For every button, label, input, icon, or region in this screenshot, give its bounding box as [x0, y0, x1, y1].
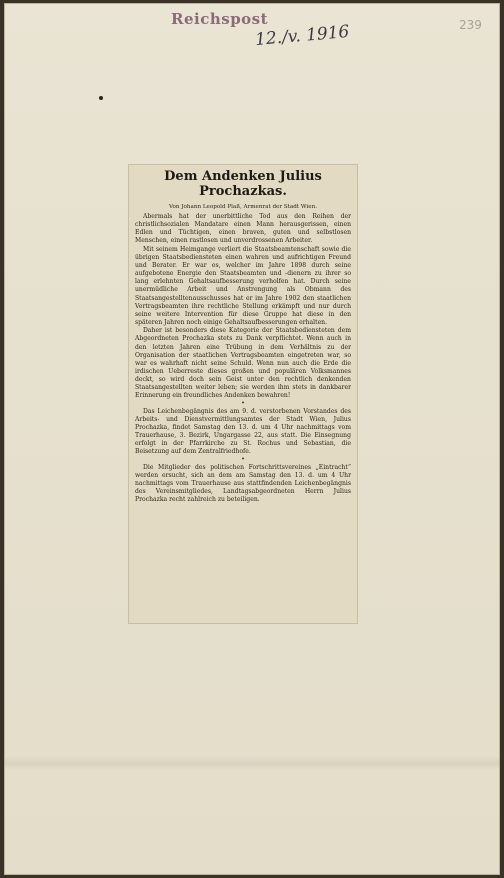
folio-number: 239	[459, 18, 482, 32]
article-paragraph: Abermals hat der unerbittliche Tod aus den Reihen der christlichsozialen Mandatare einen Mann herausgerissen, einen Edlen und Tüchtigen, einen braven, guten und selbstlosen Menschen, einen rastlosen und unverdrossenen Arbeiter.	[135, 213, 351, 245]
ink-spot	[99, 96, 103, 100]
funeral-notice: Das Leichenbegängnis des am 9. d. verstorbenen Vorstandes des Arbeits- und Dienstvermittlungsamtes der Stadt Wien, Julius Prochazka, findet Samstag den 13. d. um 4 Uhr nachmittags vom Trauerhause, 3. Bezirk, Ungargasse 22, aus statt. Die Einsegnung erfolgt in der Pfarrkirche zu St. Rochus und Sebastian, die Beisetzung auf dem Zentralfriedhofe.	[135, 407, 351, 456]
article-headline: Dem Andenken Julius Prochazkas.	[164, 169, 322, 199]
article-paragraph: Mit seinem Heimgange verliert die Staatsbeamtenschaft sowie die übrigen Staatsbediensteten einen wahren und aufrichtigen Freund und Berater. Er war es, welcher im Jahre 1898 durch seine aufgebotene Energie den Staatsbeamten und -dienern zu ihrer so lang erlehnten Gehaltsaufbesserung verholfen hat. Durch seine unermüdliche Arbeit und Anstrengung als Obmann des Staatsangestelltenausschusses hat er im Jahre 1902 den staatlichen Vertragsbeamten ihre rechtliche Stellung erkämpft und nur durch seine weitere Intervention für diese Gruppe hat diese in den späteren Jahren noch einige Gehaltsaufbesserungen erhalten.	[135, 245, 351, 327]
association-notice: Die Mitglieder des politischen Fortschrittsvereines „Eintracht“ werden ersucht, sich an dem am Samstag den 13. d. um 4 Uhr nachmittags vom Trauerhause aus stattfindenden Leichenbegängnis des Vereinsmitgliedes, Landtagsabgeordneten Herrn Julius Prochazka recht zahlreich zu beteiligen.	[135, 463, 351, 504]
article-paragraph: Daher ist besonders diese Kategorie der Staatsbediensteten dem Abgeordneten Prochazka stets zu Dank verpflichtet. Wenn auch in den letzten Jahren eine Trübung in dem Verhältnis zu der Organisation der staatlichen Vertragsbeamten eingetreten war, so war es wahrhaft nicht seine Schuld. Wenn nun auch die Erde die irdischen Ueberreste dieses großen und populären Volksmannes deckt, so wird doch sein Geist unter den rechtlich denkenden Staatsangestellten weiter leben; sie werden ihm stets in dankbarer Erinnerung ein freundliches Andenken bewahren!	[135, 327, 351, 400]
paper-crease	[5, 756, 501, 770]
section-separator: •	[241, 399, 245, 407]
newspaper-clipping	[129, 165, 357, 623]
section-separator: •	[241, 455, 245, 463]
newspaper-stamp: Reichspost	[171, 10, 269, 28]
handwritten-date: 12./v. 1916	[254, 21, 351, 51]
article-byline: Von Johann Leopold Plaß, Armenrat der Stadt Wien.	[169, 204, 317, 210]
archive-sheet	[4, 3, 500, 875]
